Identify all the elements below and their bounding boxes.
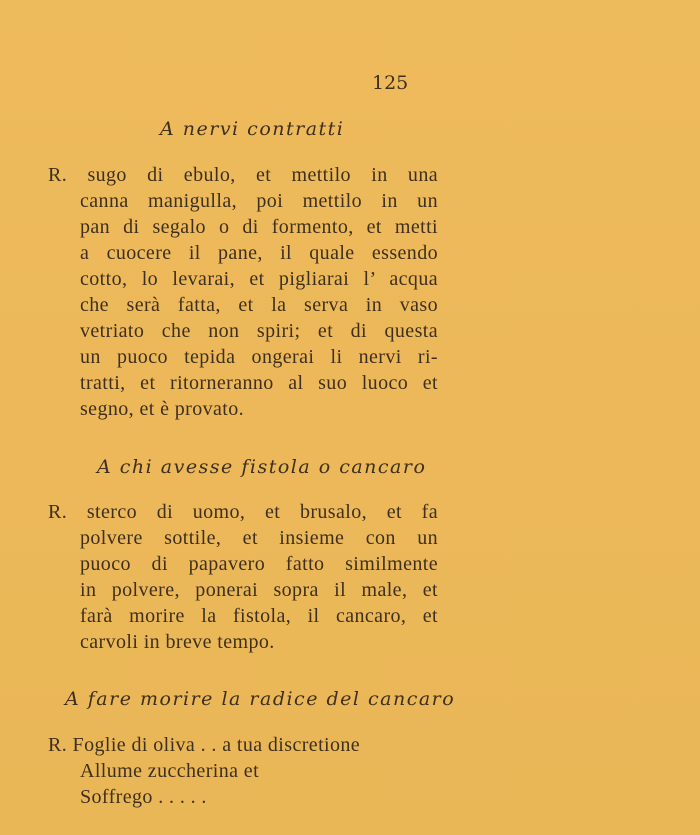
- recipe-line: polvere sottile, et insieme con un: [80, 527, 438, 549]
- recipe-line: Soffrego . . . . .: [80, 786, 207, 808]
- recipe-line: R. Foglie di oliva . . a tua discretione: [48, 734, 361, 756]
- recipe-line: puoco di papavero fatto similmente: [80, 553, 438, 575]
- recipe-line: R. sugo di ebulo, et mettilo in una: [48, 164, 438, 186]
- recipe-line: che serà fatta, et la serva in vaso: [80, 294, 438, 316]
- recipe-line: cotto, lo levarai, et pigliarai l’ acqua: [80, 268, 438, 290]
- recipe-line: segno, et è provato.: [80, 398, 245, 420]
- recipe-line: pan di segalo o di formento, et metti: [80, 216, 438, 238]
- recipe-line: un puoco tepida ongerai li nervi ri-: [80, 346, 438, 368]
- recipe-line: carvoli in breve tempo.: [80, 631, 275, 653]
- recipe-radice-cancaro: [48, 732, 448, 810]
- recipe-line: tratti, et ritorneranno al suo luoco et: [80, 372, 438, 394]
- recipe-line: Allume zuccherina et: [80, 760, 260, 782]
- page-number: 125: [372, 72, 409, 94]
- recipe-line: in polvere, ponerai sopra il male, et: [80, 579, 438, 601]
- recipe-line: a cuocere il pane, il quale essendo: [80, 242, 438, 264]
- recipe-line: vetriato che non spiri; et di questa: [80, 320, 438, 342]
- section-heading-nervi-contratti: A nervi contratti: [160, 118, 345, 140]
- recipe-nervi-contratti: [48, 162, 438, 422]
- section-heading-radice-cancaro: A fare morire la radice del cancaro: [65, 688, 456, 710]
- recipe-line: R. sterco di uomo, et brusalo, et fa: [48, 501, 438, 523]
- section-heading-fistola-cancaro: A chi avesse fistola o cancaro: [97, 456, 427, 478]
- recipe-line: farà morire la fistola, il cancaro, et: [80, 605, 438, 627]
- recipe-line: canna manigulla, poi mettilo in un: [80, 190, 438, 212]
- recipe-fistola-cancaro: [48, 499, 438, 655]
